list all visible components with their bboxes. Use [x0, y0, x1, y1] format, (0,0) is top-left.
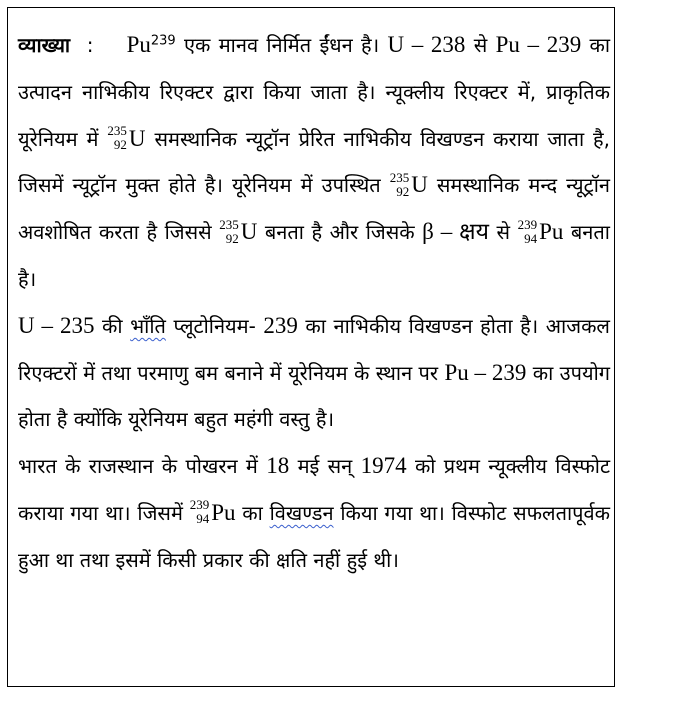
mass-number: 239: [189, 497, 210, 513]
text-segment: को प्रथम न्यूक्लीय विस्फोट कराया गया था। जिसमें: [18, 454, 611, 525]
mass-number: 235: [389, 169, 410, 185]
text-segment: बनता है।: [18, 220, 610, 291]
u235-term: U – 235: [18, 312, 95, 338]
atomic-number: 92: [225, 230, 239, 246]
pu-symbol: Pu: [539, 219, 564, 245]
mass-number: 235: [219, 216, 239, 232]
u-symbol: U: [411, 172, 428, 198]
paragraph-1: [18, 22, 610, 303]
atomic-number: 94: [196, 511, 210, 527]
year-number: 1974: [360, 453, 407, 479]
explanation-label: व्याख्या: [18, 33, 71, 57]
text-segment: भारत के राजस्थान के पोखरन में: [18, 454, 258, 479]
text-segment: समस्थानिक मन्द न्यूट्रॉन अवशोषित करता है जिससे: [18, 173, 611, 245]
isotope-u235: [107, 124, 127, 152]
paragraph-3: [18, 443, 610, 583]
text-segment: बनता है और जिसके: [264, 220, 415, 245]
text-segment: से: [473, 33, 488, 57]
isotope-u235: [390, 171, 410, 199]
isotope-pu239: [190, 498, 210, 526]
atomic-number: 92: [113, 137, 127, 153]
paragraph-2: [18, 303, 610, 443]
mass-number: 239: [517, 216, 538, 232]
pu-symbol: Pu: [126, 32, 151, 57]
text-segment: का उत्पादन नाभिकीय रिएक्टर द्वारा किया जाता है। न्यूक्लीय रिएक्टर में, प्राकृतिक यूरेनियम में: [18, 33, 611, 151]
mass-number: 235: [107, 123, 127, 139]
spellcheck-word: विखण्डन: [269, 500, 334, 525]
text-segment: मई सन्: [297, 454, 353, 479]
u-symbol: U: [240, 219, 258, 245]
pu-mass-number: 239: [150, 33, 176, 49]
pu239-term: Pu – 239: [444, 359, 527, 385]
u238-term: U – 238: [387, 32, 466, 57]
text-segment: किया गया था। विस्फोट सफलतापूर्वक हुआ था तथा इसमें किसी प्रकार की क्षति नहीं हुई थी।: [18, 500, 611, 572]
text-segment: की: [102, 313, 123, 338]
spellcheck-word: भाँति: [130, 313, 166, 338]
text-segment: समस्थानिक न्यूट्रॉन प्रेरित नाभिकीय विखण्डन कराया जाता है, जिसमें न्यूट्रॉन मुक्त होते है। यूरेनियम में उपस्थित: [18, 126, 611, 198]
text-segment: का नाभिकीय विखण्डन होता है। आजकल रिएक्टरों में तथा परमाणु बम बनाने में यूरेनियम के स्थान पर: [18, 313, 610, 385]
explanation-box: [7, 7, 615, 687]
text-segment: का उपयोग होता है क्योंकि यूरेनियम बहुत महंगी वस्तु है।: [18, 360, 611, 432]
number-239: 239: [263, 312, 298, 338]
explanation-text: [18, 22, 610, 584]
text-segment: से: [496, 220, 511, 245]
pu-symbol: Pu: [211, 499, 236, 525]
label-colon: :: [86, 33, 94, 57]
pu239-term: Pu – 239: [495, 32, 582, 57]
day-number: 18: [266, 453, 290, 479]
beta-decay: β – क्षय: [422, 219, 490, 245]
isotope-pu239: [518, 218, 538, 246]
u-symbol: U: [128, 125, 146, 151]
atomic-number: 94: [524, 230, 538, 246]
atomic-number: 92: [396, 183, 410, 199]
text-segment: एक मानव निर्मित ईंधन है।: [184, 33, 380, 57]
text-segment: प्लूटोनियम-: [173, 313, 256, 338]
text-segment: का: [242, 500, 263, 525]
isotope-u235: [219, 218, 239, 246]
